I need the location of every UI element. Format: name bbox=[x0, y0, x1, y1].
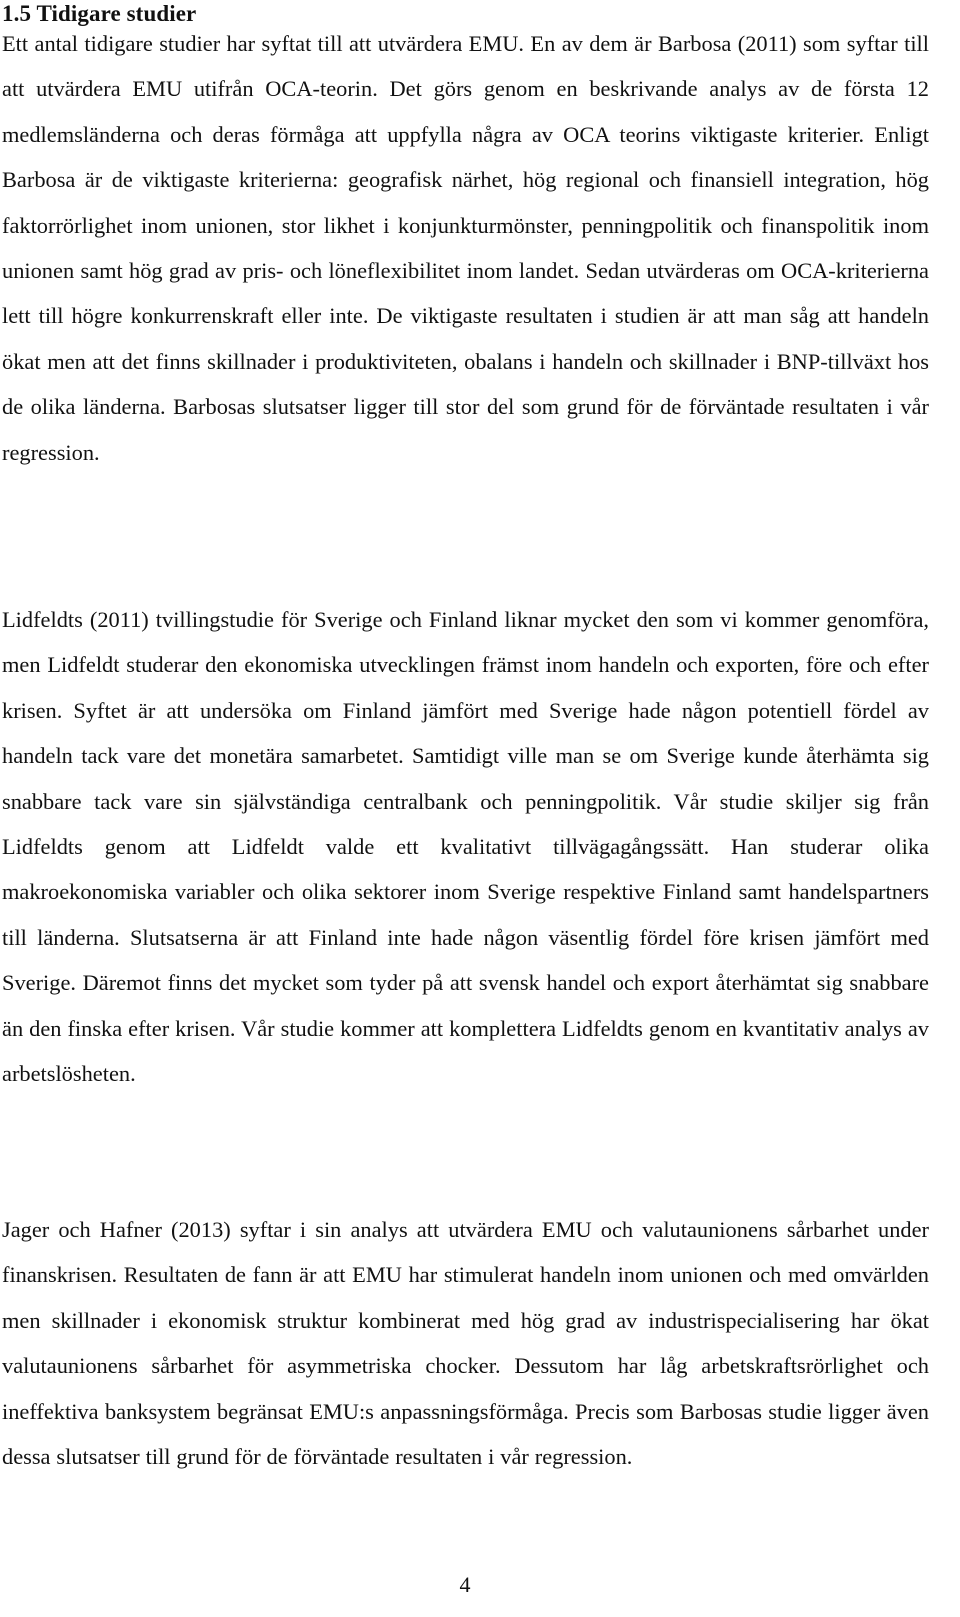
paragraph-jager-hafner: Jager och Hafner (2013) syftar i sin analys att utvärdera EMU och valutaunionens sårbarhet under finanskrisen. Resultaten de fann är att EMU har stimulerat handeln inom unionen och med omvärlden men skillnader i ekonomisk struktur kombinerat med hög grad av industrispecialisering har ökat valutaunionens sårbarhet för asymmetriska chocker. Dessutom har låg arbetskraftsrörlighet och ineffektiva banksystem begränsat EMU:s anpassningsförmåga. Precis som Barbosas studie ligger även dessa slutsatser till grund för de förväntade resultaten i vår regression. bbox=[2, 1217, 929, 1470]
paragraph-lidfeldt: Lidfeldts (2011) tvillingstudie för Sverige och Finland liknar mycket den som vi kommer genomföra, men Lidfeldt studerar den ekonomiska utvecklingen främst inom handeln och exporten, före och efter krisen. Syftet är att undersöka om Finland jämfört med Sverige hade någon potentiell fördel av handeln tack vare det monetära samarbetet. Samtidigt ville man se om Sverige kunde återhämta sig snabbare tack vare sin självständiga centralbank och penningpolitik. Vår studie skiljer sig från Lidfeldts genom att Lidfeldt valde ett kvalitativt tillvägagångssätt. Han studerar olika makroekonomiska variabler och olika sektorer inom Sverige respektive Finland samt handelspartners till länderna. Slutsatserna är att Finland inte hade någon väsentlig fördel före krisen jämfört med Sverige. Däremot finns det mycket som tyder på att svensk handel och export återhämtat sig snabbare än den finska efter krisen. Vår studie kommer att komplettera Lidfeldts genom en kvantitativ analys av arbetslösheten. bbox=[2, 607, 929, 1087]
page-number: 4 bbox=[459, 1572, 471, 1597]
section-heading: 1.5 Tidigare studier bbox=[2, 1, 197, 26]
paragraph-barbosa: Ett antal tidigare studier har syftat till att utvärdera EMU. En av dem är Barbosa (2011) som syftar till att utvärdera EMU utifrån OCA-teorin. Det görs genom en beskrivande analys av de första 12 medlemsländerna och deras förmåga att uppfylla några av OCA teorins viktigaste kriterier. Enligt Barbosa är de viktigaste kriterierna: geografisk närhet, hög regional och finansiell integration, hög faktorrörlighet inom unionen, stor likhet i konjunkturmönster, penningpolitik och finanspolitik inom unionen samt hög grad av pris- och löneflexibilitet inom landet. Sedan utvärderas om OCA-kriterierna lett till högre konkurrenskraft eller inte. De viktigaste resultaten i studien är att man såg att handeln ökat men att det finns skillnader i produktiviteten, obalans i handeln och skillnader i BNP-tillväxt hos de olika länderna. Barbosas slutsatser ligger till stor del som grund för de förväntade resultaten i vår regression. bbox=[2, 31, 929, 465]
